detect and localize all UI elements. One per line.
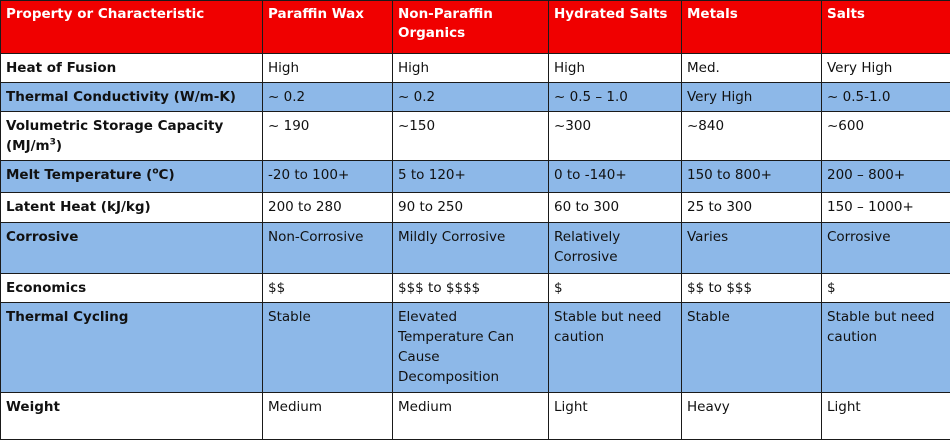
table-row <box>1 393 950 440</box>
table-cell: 200 – 800+ <box>822 161 950 193</box>
table-cell: ~ 0.2 <box>263 83 393 112</box>
table-cell: Heavy <box>682 393 822 440</box>
table-cell: $$ <box>263 274 393 303</box>
table-cell: 0 to -140+ <box>549 161 682 193</box>
table-row <box>1 274 950 303</box>
row-corrosive-label: Corrosive <box>1 223 263 274</box>
table-cell: Light <box>822 393 950 440</box>
table-cell: $$ to $$$ <box>682 274 822 303</box>
table-cell: ~ 0.5 – 1.0 <box>549 83 682 112</box>
superscript: 3 <box>50 138 56 148</box>
table-cell: Light <box>549 393 682 440</box>
table-cell: 25 to 300 <box>682 193 822 223</box>
superscript: o <box>152 167 158 177</box>
row-heat-of-fusion-label: Heat of Fusion <box>1 54 263 83</box>
header-non-paraffin-organics: Non-Paraffin Organics <box>393 1 549 54</box>
table-cell: Very High <box>682 83 822 112</box>
table-cell: ~150 <box>393 112 549 161</box>
row-weight-label: Weight <box>1 393 263 440</box>
table-cell: Relatively Corrosive <box>549 223 682 274</box>
table-cell: $ <box>822 274 950 303</box>
table-cell: High <box>263 54 393 83</box>
property-text: Volumetric Storage Capacity (MJ/m <box>6 118 223 154</box>
row-volumetric-storage-label <box>1 112 263 161</box>
table-cell: 150 to 800+ <box>682 161 822 193</box>
header-paraffin-wax: Paraffin Wax <box>263 1 393 54</box>
table-cell: Stable but need caution <box>822 303 950 393</box>
table-cell: Non-Corrosive <box>263 223 393 274</box>
table-cell: 60 to 300 <box>549 193 682 223</box>
table-row <box>1 83 950 112</box>
table-cell: ~840 <box>682 112 822 161</box>
table-cell: Stable <box>682 303 822 393</box>
table-row <box>1 161 950 193</box>
table-cell: 150 – 1000+ <box>822 193 950 223</box>
table-cell: ~300 <box>549 112 682 161</box>
table-cell: Mildly Corrosive <box>393 223 549 274</box>
row-latent-heat-label: Latent Heat (kJ/kg) <box>1 193 263 223</box>
table-cell: $ <box>549 274 682 303</box>
table-cell: -20 to 100+ <box>263 161 393 193</box>
table-cell: Very High <box>822 54 950 83</box>
property-suffix: ) <box>56 138 62 154</box>
table-row <box>1 303 950 393</box>
header-hydrated-salts: Hydrated Salts <box>549 1 682 54</box>
property-text: Melt Temperature ( <box>6 167 152 183</box>
row-thermal-conductivity-label: Thermal Conductivity (W/m-K) <box>1 83 263 112</box>
header-salts: Salts <box>822 1 950 54</box>
table-cell: Med. <box>682 54 822 83</box>
table-cell: Stable but need caution <box>549 303 682 393</box>
table-header-row <box>1 1 950 54</box>
table-cell: ~ 0.2 <box>393 83 549 112</box>
table-cell: High <box>549 54 682 83</box>
table-cell: Elevated Temperature Can Cause Decomposition <box>393 303 549 393</box>
row-melt-temperature-label <box>1 161 263 193</box>
table-cell: Varies <box>682 223 822 274</box>
table-cell: ~600 <box>822 112 950 161</box>
table-cell: ~ 190 <box>263 112 393 161</box>
table-cell: High <box>393 54 549 83</box>
table-cell: Medium <box>393 393 549 440</box>
row-economics-label: Economics <box>1 274 263 303</box>
property-suffix: C) <box>159 167 175 183</box>
table-row <box>1 193 950 223</box>
table-cell: Corrosive <box>822 223 950 274</box>
table-row <box>1 223 950 274</box>
header-metals: Metals <box>682 1 822 54</box>
table-row <box>1 54 950 83</box>
table-cell: 200 to 280 <box>263 193 393 223</box>
table-cell: Medium <box>263 393 393 440</box>
table-cell: 90 to 250 <box>393 193 549 223</box>
table-cell: $$$ to $$$$ <box>393 274 549 303</box>
table-cell: Stable <box>263 303 393 393</box>
table-cell: ~ 0.5-1.0 <box>822 83 950 112</box>
table-cell: 5 to 120+ <box>393 161 549 193</box>
table-row <box>1 112 950 161</box>
header-property: Property or Characteristic <box>1 1 263 54</box>
row-thermal-cycling-label: Thermal Cycling <box>1 303 263 393</box>
